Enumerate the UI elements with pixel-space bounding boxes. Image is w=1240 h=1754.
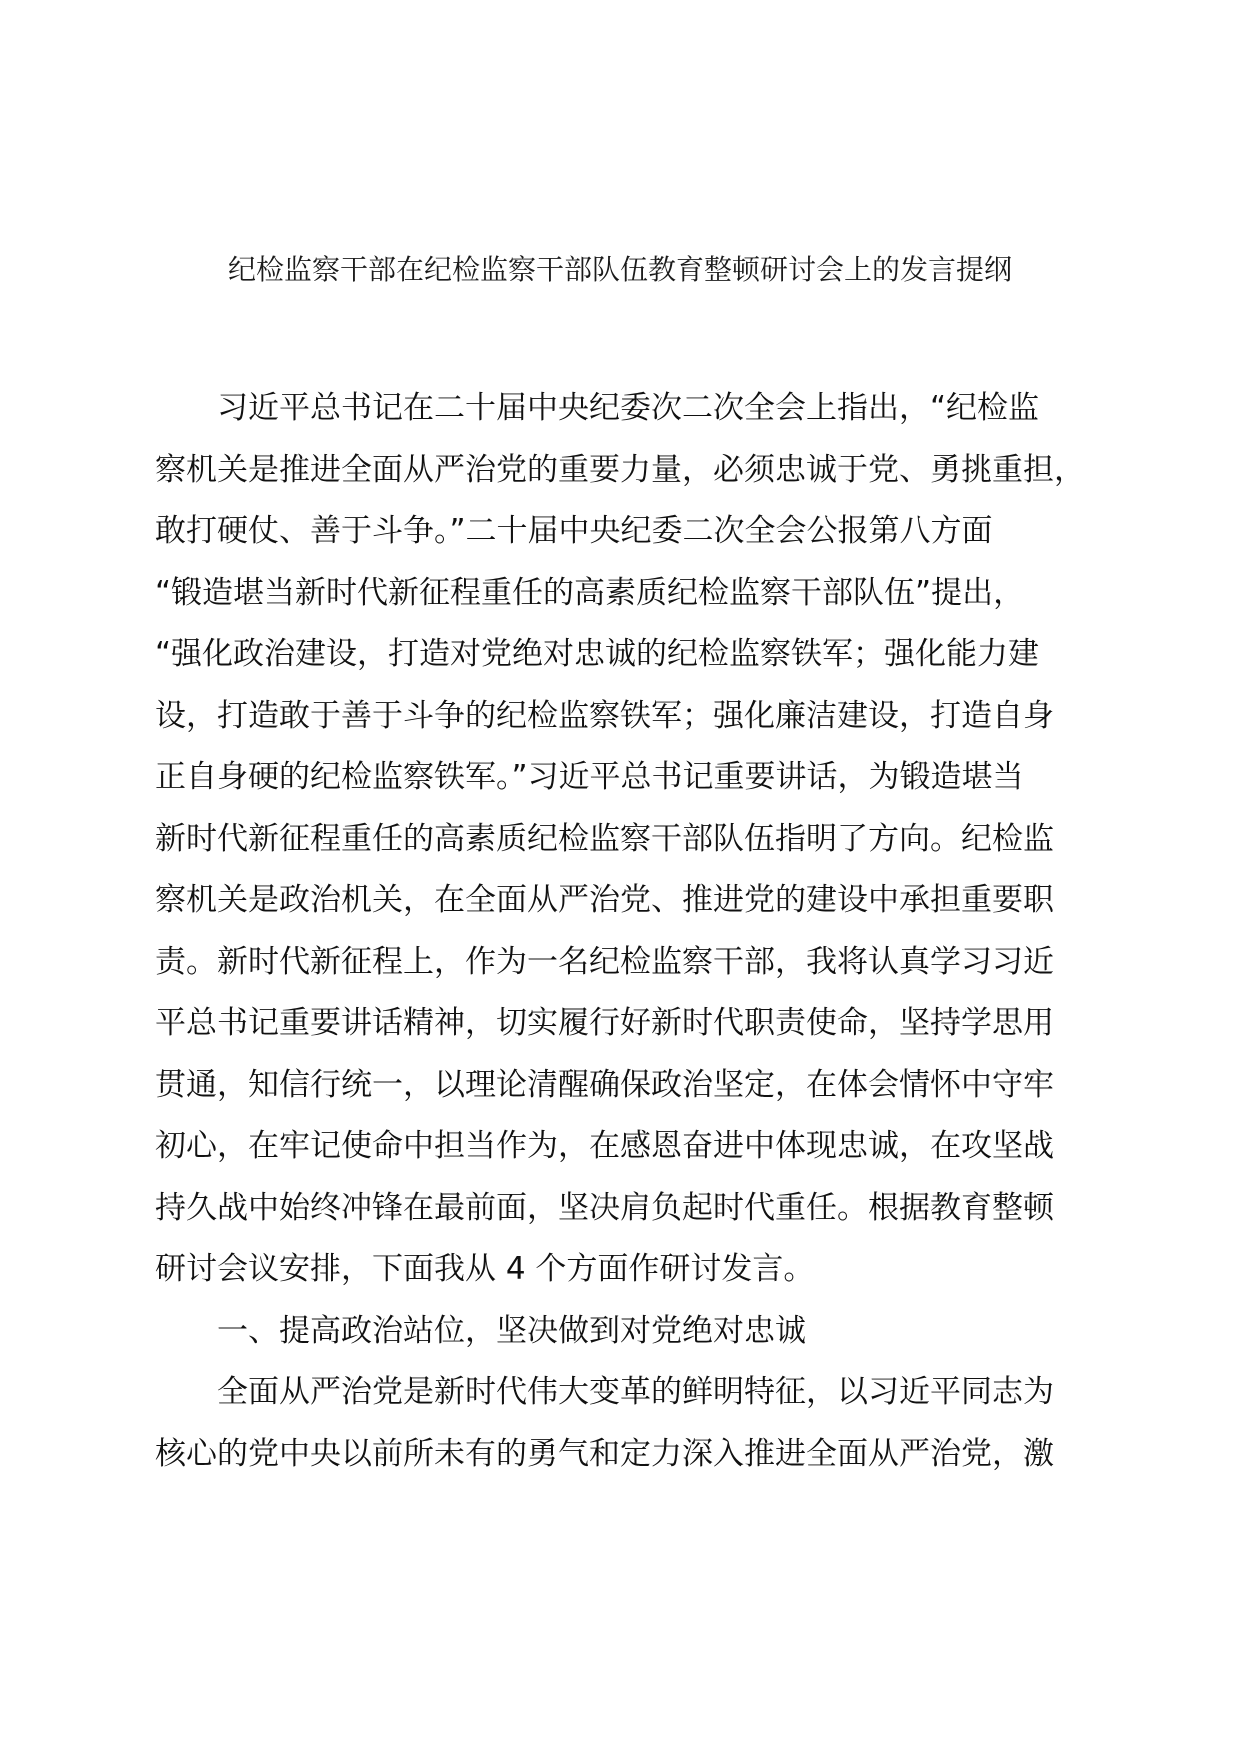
paragraph-1-line-14: 持久战中始终冲锋在最前面，坚决肩负起时代重任。根据教育整顿: [155, 1189, 1054, 1226]
paragraph-2-line-1: 全面从严治党是新时代伟大变革的鲜明特征，以习近平同志为: [217, 1374, 1054, 1410]
paragraph-1-line-9: 察机关是政治机关，在全面从严治党、推进党的建设中承担重要职: [155, 882, 1054, 918]
paragraph-1-line-13: 初心，在牢记使命中担当作为，在感恩奋进中体现忠诚，在攻坚战: [155, 1128, 1054, 1164]
paragraph-1-line-3: 敢打硬仗、善于斗争。”二十届中央纪委二次全会公报第八方面: [155, 513, 993, 549]
paragraph-2-line-2: 核心的党中央以前所未有的勇气和定力深入推进全面从严治党，激: [155, 1435, 1054, 1472]
paragraph-1-line-5: “强化政治建设，打造对党绝对忠诚的纪检监察铁军；强化能力建: [155, 636, 1040, 672]
document-title: 纪检监察干部在纪检监察干部队伍教育整顿研讨会上的发言提纲: [227, 253, 1012, 286]
paragraph-1-line-4: “锻造堪当新时代新征程重任的高素质纪检监察干部队伍”提出，: [155, 574, 1025, 611]
paragraph-1-line-11: 平总书记重要讲话精神，切实履行好新时代职责使命，坚持学思用: [155, 1005, 1054, 1041]
paragraph-1-line-7: 正自身硬的纪检监察铁军。”习近平总书记重要讲话，为锻造堪当: [155, 759, 1024, 795]
document-body: [155, 378, 1085, 1485]
paragraph-1-line-12: 贯通，知信行统一，以理论清醒确保政治坚定，在体会情怀中守牢: [155, 1066, 1054, 1103]
paragraph-1-line-2: 察机关是推进全面从严治党的重要力量，必须忠诚于党、勇挑重担，: [155, 451, 1085, 488]
paragraph-1-line-6: 设，打造敢于善于斗争的纪检监察铁军；强化廉洁建设，打造自身: [155, 697, 1054, 734]
paragraph-1-line-8: 新时代新征程重任的高素质纪检监察干部队伍指明了方向。纪检监: [155, 820, 1054, 857]
paragraph-1-line-1: 习近平总书记在二十届中央纪委次二次全会上指出，“纪检监: [217, 390, 1040, 426]
section-heading-1: 一、提高政治站位，坚决做到对党绝对忠诚: [217, 1312, 806, 1349]
paragraph-1-line-10: 责。新时代新征程上，作为一名纪检监察干部，我将认真学习习近: [155, 943, 1054, 980]
paragraph-1-line-15: 研讨会议安排，下面我从 4 个方面作研讨发言。: [155, 1251, 815, 1287]
